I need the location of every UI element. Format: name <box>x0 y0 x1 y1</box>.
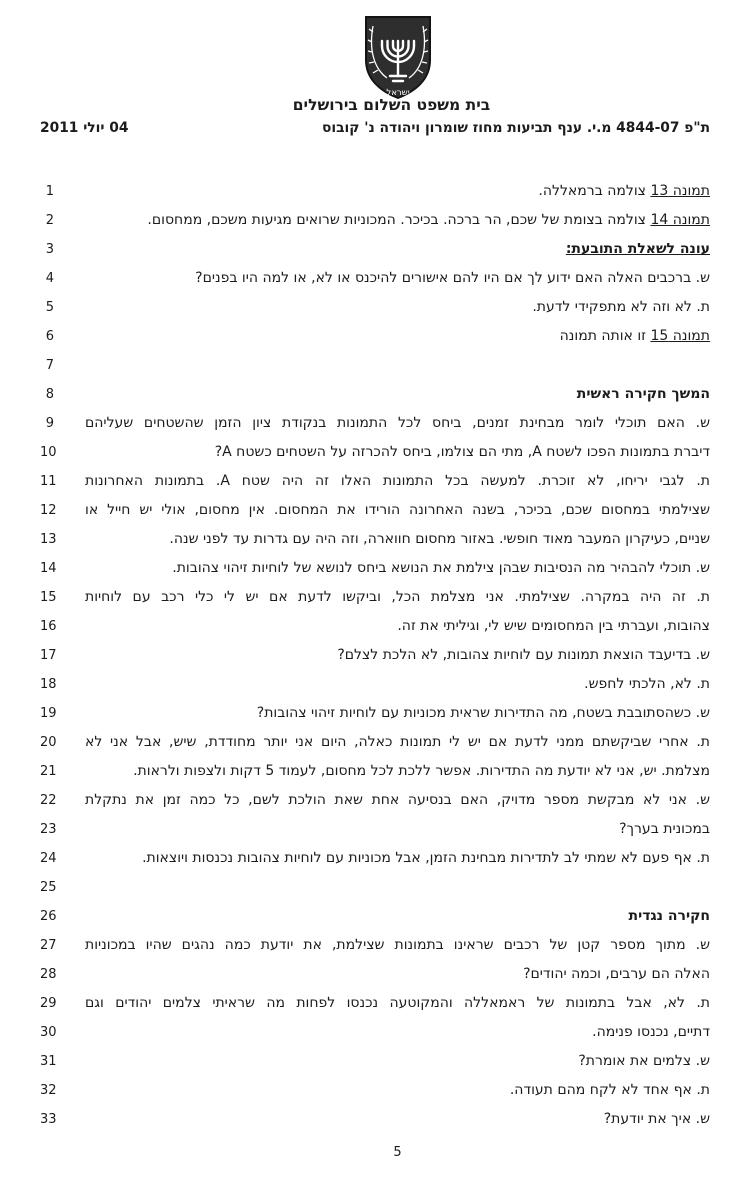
transcript-line <box>40 815 710 844</box>
transcript-line <box>40 844 710 873</box>
transcript-line <box>40 206 710 235</box>
line-text: מצלמת. יש, אני לא יודעת מה התדירות. אפשר ללכת לכל מחסום, לעמוד 5 דקות ולצפות ולראות. <box>133 763 710 779</box>
case-number-and-parties: ת"פ 4844-07 מ.י. ענף תביעות מחוז שומרון ויהודה נ' קובוס <box>322 120 710 136</box>
transcript-line <box>40 525 710 554</box>
transcript-line <box>40 989 710 1018</box>
line-number: 31 <box>40 1054 57 1069</box>
line-text: ת. אחרי שביקשתם ממני לדעת אם יש לי תמונות כאלה, היום אני יותר מחודדת, שיש, אבל אני לא <box>85 734 710 750</box>
transcript-line <box>40 873 710 902</box>
line-number: 16 <box>40 619 57 634</box>
line-text: ת. זה היה במקרה. שצילמתי. אני מצלמת הכל, וביקשו לדעת אם יש לי כלי רכב עם לוחיות <box>85 589 710 605</box>
hearing-date: 04 יולי 2011 <box>40 120 129 136</box>
transcript-line <box>40 641 710 670</box>
transcript-line <box>40 177 710 206</box>
line-number: 17 <box>40 648 57 663</box>
line-number: 10 <box>40 445 57 460</box>
line-number: 18 <box>40 677 57 692</box>
transcript-line <box>40 583 710 612</box>
line-text: ש. כשהסתובבת בשטח, מה התדירות שראית מכוניות עם לוחיות זיהוי צהובות? <box>256 705 710 721</box>
transcript-line <box>40 409 710 438</box>
case-header-row <box>40 120 710 136</box>
line-text: ת. לא וזה לא מתפקידי לדעת. <box>532 299 710 315</box>
line-number: 28 <box>40 967 57 982</box>
line-text: ש. האם תוכלי לומר מבחינת זמנים, ביחס לכל התמונות בנקודת ציון הזמן שהשטחים שעליהם <box>85 415 710 431</box>
transcript-line <box>40 902 710 931</box>
line-text: ש. בדיעבד הוצאת תמונות עם לוחיות צהובות, לא הלכת לצלם? <box>337 647 710 663</box>
emblem-label: ישראל <box>385 88 410 98</box>
transcript-line <box>40 728 710 757</box>
line-number: 3 <box>45 242 54 257</box>
transcript-line <box>40 1076 710 1105</box>
line-number: 19 <box>40 706 57 721</box>
transcript-line <box>40 380 710 409</box>
line-number: 14 <box>40 561 57 576</box>
page-number: 5 <box>393 1145 402 1160</box>
line-number: 1 <box>45 184 54 199</box>
line-number: 12 <box>40 503 57 518</box>
transcript-line <box>40 960 710 989</box>
line-text: תמונה 14 צולמה בצומת של שכם, הר ברכה. בכיכר. המכוניות שרואים מגיעות משכם, ממחסום. <box>147 212 710 228</box>
transcript-line <box>40 322 710 351</box>
menorah-emblem-icon <box>359 12 437 102</box>
line-text: דיברת בתמונות הפכו לשטח A, מתי הם צולמו, ביחס להכרזה על השטחים כשטח A? <box>214 444 710 460</box>
line-text: ת. אף אחד לא לקח מהם תעודה. <box>509 1082 710 1098</box>
line-text: ת. לא, הלכתי לחפש. <box>584 676 710 692</box>
line-text: תמונה 15 זו אותה תמונה <box>559 328 710 344</box>
transcript-line <box>40 438 710 467</box>
line-number: 23 <box>40 822 57 837</box>
line-text: ש. צלמים את אומרת? <box>578 1053 710 1069</box>
line-number: 24 <box>40 851 57 866</box>
transcript-line <box>40 351 710 380</box>
transcript-line <box>40 670 710 699</box>
line-text: שניים, כעיקרון המעבר מאוד חופשי. באזור מחסום חווארה, וזה היה עם גדרות עד לפני שנה. <box>169 531 710 547</box>
line-text: דתיים, נכנסו פנימה. <box>592 1024 710 1040</box>
line-number: 30 <box>40 1025 57 1040</box>
line-number: 27 <box>40 938 57 953</box>
line-text: ת. לגבי יריחו, לא זוכרת. למעשה בכל התמונות האלו זה היה שטח A. בתמונות האחרונות <box>85 473 710 489</box>
line-number: 15 <box>40 590 57 605</box>
line-number: 33 <box>40 1112 57 1127</box>
line-text: עונה לשאלת התובעת: <box>565 241 710 257</box>
line-text: ש. תוכלי להבהיר מה הנסיבות שבהן צילמת את הנושא ביחס לנושא של לוחיות זיהוי צהובות. <box>172 560 710 576</box>
transcript-line <box>40 293 710 322</box>
line-text: ת. אף פעם לא שמתי לב לתדירות מבחינת הזמן, אבל מכוניות עם לוחיות צהובות נכנסות ויוצאות. <box>142 850 710 866</box>
line-text: ש. ברכבים האלה האם ידוע לך אם היו להם אישורים להיכנס או לא, או למה היו בפנים? <box>195 270 710 286</box>
line-number: 32 <box>40 1083 57 1098</box>
line-number: 5 <box>45 300 54 315</box>
transcript-line <box>40 496 710 525</box>
line-number: 20 <box>40 735 57 750</box>
line-text: ש. אני לא מבקשת מספר מדויק, האם בנסיעה אחת שאת הולכת לשם, כל כמה זמן את נתקלת <box>85 792 710 808</box>
transcript-line <box>40 235 710 264</box>
line-number: 8 <box>45 387 54 402</box>
line-text: המשך חקירה ראשית <box>576 386 710 402</box>
line-text: האלה הם ערבים, וכמה יהודים? <box>523 966 710 982</box>
transcript-line <box>40 757 710 786</box>
line-text: ת. לא, אבל בתמונות של ראמאללה והמקוטעה נכנסו לפחות מה שראיתי צלמים יהודים וגם <box>85 995 710 1011</box>
line-number: 25 <box>40 880 57 895</box>
line-number: 2 <box>45 213 54 228</box>
line-text: חקירה נגדית <box>628 908 710 924</box>
line-text: שצילמתי במחסום שכם, בכיכר, בשנה האחרונה הורידו את המחסום. אין מחסום, אולי יש חייל או <box>85 502 710 518</box>
line-number: 29 <box>40 996 57 1011</box>
transcript-line <box>40 931 710 960</box>
line-text: במכונית בערך? <box>619 821 710 837</box>
transcript-line <box>40 264 710 293</box>
transcript-line <box>40 467 710 496</box>
line-text: צהובות, ועברתי בין המחסומים שיש לי, וגיליתי את זה. <box>397 618 710 634</box>
line-number: 6 <box>45 329 54 344</box>
line-number: 9 <box>45 416 54 431</box>
line-number: 7 <box>45 358 54 373</box>
court-name: בית משפט השלום בירושלים <box>292 96 491 114</box>
transcript-line <box>40 786 710 815</box>
line-number: 11 <box>40 474 57 489</box>
transcript-line <box>40 1047 710 1076</box>
transcript-line <box>40 612 710 641</box>
line-number: 13 <box>40 532 57 547</box>
line-number: 4 <box>45 271 54 286</box>
transcript-line <box>40 699 710 728</box>
transcript-body <box>40 177 710 1134</box>
line-text: ש. מתוך מספר קטן של רכבים שראינו בתמונות שצילמת, את יודעת כמה נהגים שהיו במכוניות <box>85 937 710 953</box>
line-number: 21 <box>40 764 57 779</box>
transcript-line <box>40 1018 710 1047</box>
transcript-line <box>40 1105 710 1134</box>
line-number: 26 <box>40 909 57 924</box>
israel-state-emblem <box>359 12 437 106</box>
line-text: ש. איך את יודעת? <box>603 1111 710 1127</box>
transcript-line <box>40 554 710 583</box>
line-number: 22 <box>40 793 57 808</box>
line-text: תמונה 13 צולמה ברמאללה. <box>538 183 710 199</box>
